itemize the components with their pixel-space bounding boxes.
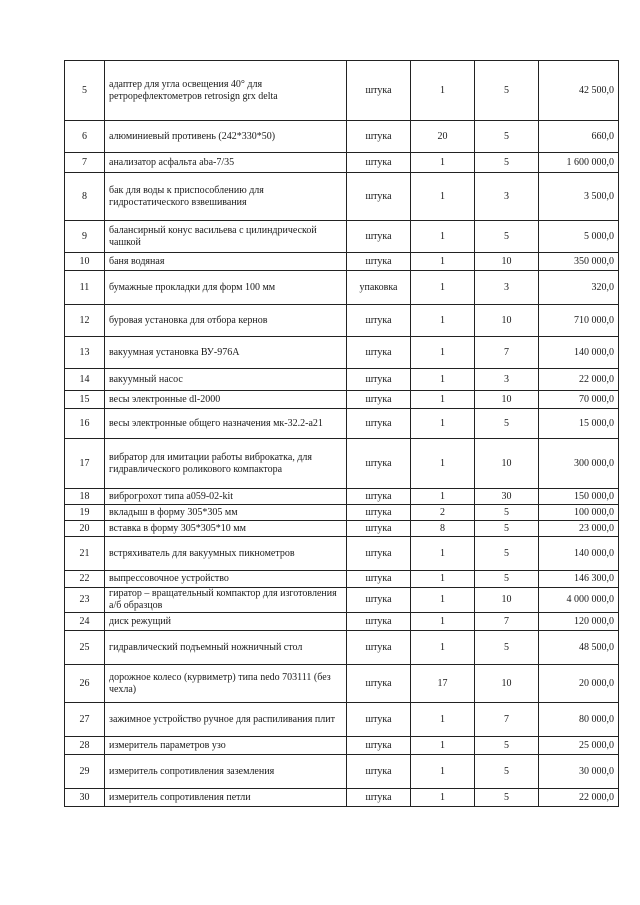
item-quantity: 1: [411, 789, 475, 807]
item-unit: штука: [347, 391, 411, 409]
item-service-life: 10: [475, 305, 539, 337]
item-name: буровая установка для отбора кернов: [105, 305, 347, 337]
item-quantity: 1: [411, 409, 475, 439]
item-unit: штука: [347, 588, 411, 613]
item-quantity: 8: [411, 521, 475, 537]
item-name: выпрессовочное устройство: [105, 571, 347, 588]
row-number: 12: [65, 305, 105, 337]
table-row: [65, 537, 619, 571]
item-name: вакуумная установка ВУ-976А: [105, 337, 347, 369]
equipment-table-body: [65, 61, 619, 807]
item-unit: штука: [347, 737, 411, 755]
item-name: вкладыш в форму 305*305 мм: [105, 505, 347, 521]
item-unit: штука: [347, 537, 411, 571]
row-number: 28: [65, 737, 105, 755]
item-quantity: 1: [411, 755, 475, 789]
item-name: виброгрохот типа а059-02-kit: [105, 489, 347, 505]
item-unit: штука: [347, 153, 411, 173]
item-service-life: 30: [475, 489, 539, 505]
table-row: [65, 631, 619, 665]
item-service-life: 7: [475, 613, 539, 631]
item-service-life: 5: [475, 737, 539, 755]
item-name: гидравлический подъемный ножничный стол: [105, 631, 347, 665]
item-quantity: 1: [411, 253, 475, 271]
table-row: [65, 521, 619, 537]
item-price: 350 000,0: [539, 253, 619, 271]
item-name: гиратор – вращательный компактор для изготовления а/б образцов: [105, 588, 347, 613]
table-row: [65, 737, 619, 755]
row-number: 20: [65, 521, 105, 537]
item-name: измеритель сопротивления петли: [105, 789, 347, 807]
item-name: вибратор для имитации работы виброкатка, для гидравлического роликового компактора: [105, 439, 347, 489]
item-unit: штука: [347, 489, 411, 505]
item-service-life: 3: [475, 271, 539, 305]
table-row: [65, 61, 619, 121]
item-name: вставка в форму 305*305*10 мм: [105, 521, 347, 537]
item-service-life: 5: [475, 121, 539, 153]
item-name: диск режущий: [105, 613, 347, 631]
item-service-life: 10: [475, 588, 539, 613]
item-name: бак для воды к приспособлению для гидростатического взвешивания: [105, 173, 347, 221]
item-quantity: 1: [411, 631, 475, 665]
item-name: адаптер для угла освещения 40° для ретрорефлектометров retrosign grx delta: [105, 61, 347, 121]
item-quantity: 1: [411, 337, 475, 369]
row-number: 5: [65, 61, 105, 121]
item-name: встряхиватель для вакуумных пикнометров: [105, 537, 347, 571]
row-number: 9: [65, 221, 105, 253]
item-quantity: 1: [411, 489, 475, 505]
row-number: 7: [65, 153, 105, 173]
item-name: балансирный конус васильева с цилиндрической чашкой: [105, 221, 347, 253]
row-number: 13: [65, 337, 105, 369]
item-quantity: 1: [411, 271, 475, 305]
table-row: [65, 221, 619, 253]
table-row: [65, 271, 619, 305]
table-row: [65, 571, 619, 588]
item-price: 320,0: [539, 271, 619, 305]
item-service-life: 10: [475, 391, 539, 409]
table-row: [65, 665, 619, 703]
row-number: 22: [65, 571, 105, 588]
item-service-life: 3: [475, 369, 539, 391]
item-unit: штука: [347, 221, 411, 253]
table-row: [65, 121, 619, 153]
row-number: 30: [65, 789, 105, 807]
item-price: 42 500,0: [539, 61, 619, 121]
item-name: баня водяная: [105, 253, 347, 271]
item-service-life: 5: [475, 153, 539, 173]
item-service-life: 5: [475, 521, 539, 537]
item-price: 150 000,0: [539, 489, 619, 505]
table-row: [65, 505, 619, 521]
item-price: 22 000,0: [539, 369, 619, 391]
row-number: 6: [65, 121, 105, 153]
item-unit: штука: [347, 755, 411, 789]
item-price: 120 000,0: [539, 613, 619, 631]
item-unit: штука: [347, 665, 411, 703]
item-quantity: 1: [411, 221, 475, 253]
item-quantity: 1: [411, 305, 475, 337]
item-price: 4 000 000,0: [539, 588, 619, 613]
row-number: 27: [65, 703, 105, 737]
item-price: 1 600 000,0: [539, 153, 619, 173]
row-number: 17: [65, 439, 105, 489]
item-price: 100 000,0: [539, 505, 619, 521]
item-name: зажимное устройство ручное для распиливания плит: [105, 703, 347, 737]
item-quantity: 1: [411, 737, 475, 755]
item-price: 5 000,0: [539, 221, 619, 253]
table-row: [65, 755, 619, 789]
item-price: 660,0: [539, 121, 619, 153]
item-unit: штука: [347, 409, 411, 439]
item-name: анализатор асфальта aba-7/35: [105, 153, 347, 173]
item-price: 710 000,0: [539, 305, 619, 337]
item-service-life: 10: [475, 439, 539, 489]
table-row: [65, 489, 619, 505]
table-row: [65, 253, 619, 271]
item-quantity: 20: [411, 121, 475, 153]
item-service-life: 7: [475, 337, 539, 369]
item-unit: штука: [347, 121, 411, 153]
item-quantity: 1: [411, 537, 475, 571]
item-unit: штука: [347, 505, 411, 521]
item-price: 15 000,0: [539, 409, 619, 439]
item-service-life: 5: [475, 631, 539, 665]
item-name: алюминиевый противень (242*330*50): [105, 121, 347, 153]
table-row: [65, 789, 619, 807]
table-row: [65, 613, 619, 631]
item-service-life: 5: [475, 221, 539, 253]
item-quantity: 17: [411, 665, 475, 703]
item-service-life: 5: [475, 505, 539, 521]
row-number: 21: [65, 537, 105, 571]
item-price: 25 000,0: [539, 737, 619, 755]
row-number: 24: [65, 613, 105, 631]
item-price: 80 000,0: [539, 703, 619, 737]
item-unit: штука: [347, 173, 411, 221]
row-number: 26: [65, 665, 105, 703]
item-price: 140 000,0: [539, 337, 619, 369]
table-row: [65, 409, 619, 439]
table-row: [65, 173, 619, 221]
item-unit: штука: [347, 613, 411, 631]
item-price: 140 000,0: [539, 537, 619, 571]
row-number: 25: [65, 631, 105, 665]
item-unit: штука: [347, 521, 411, 537]
item-name: весы электронные dl-2000: [105, 391, 347, 409]
row-number: 14: [65, 369, 105, 391]
item-unit: упаковка: [347, 271, 411, 305]
item-service-life: 5: [475, 409, 539, 439]
item-price: 22 000,0: [539, 789, 619, 807]
item-service-life: 10: [475, 253, 539, 271]
item-quantity: 1: [411, 571, 475, 588]
item-unit: штука: [347, 61, 411, 121]
table-row: [65, 337, 619, 369]
table-row: [65, 439, 619, 489]
item-unit: штука: [347, 305, 411, 337]
item-quantity: 1: [411, 439, 475, 489]
item-quantity: 1: [411, 391, 475, 409]
item-quantity: 1: [411, 369, 475, 391]
item-name: измеритель параметров узо: [105, 737, 347, 755]
item-unit: штука: [347, 337, 411, 369]
table-row: [65, 391, 619, 409]
item-quantity: 1: [411, 703, 475, 737]
item-price: 20 000,0: [539, 665, 619, 703]
item-unit: штука: [347, 571, 411, 588]
item-name: весы электронные общего назначения мк-32.2-а21: [105, 409, 347, 439]
item-name: измеритель сопротивления заземления: [105, 755, 347, 789]
item-service-life: 5: [475, 571, 539, 588]
item-service-life: 5: [475, 755, 539, 789]
table-row: [65, 369, 619, 391]
item-name: бумажные прокладки для форм 100 мм: [105, 271, 347, 305]
item-unit: штука: [347, 631, 411, 665]
item-service-life: 10: [475, 665, 539, 703]
item-quantity: 1: [411, 61, 475, 121]
table-row: [65, 703, 619, 737]
row-number: 16: [65, 409, 105, 439]
item-price: 48 500,0: [539, 631, 619, 665]
item-name: вакуумный насос: [105, 369, 347, 391]
table-row: [65, 305, 619, 337]
item-quantity: 1: [411, 588, 475, 613]
item-quantity: 1: [411, 173, 475, 221]
row-number: 29: [65, 755, 105, 789]
item-unit: штука: [347, 439, 411, 489]
row-number: 8: [65, 173, 105, 221]
item-service-life: 5: [475, 61, 539, 121]
item-service-life: 3: [475, 173, 539, 221]
row-number: 19: [65, 505, 105, 521]
equipment-table: [64, 60, 619, 807]
item-service-life: 5: [475, 537, 539, 571]
item-service-life: 5: [475, 789, 539, 807]
table-row: [65, 588, 619, 613]
item-price: 146 300,0: [539, 571, 619, 588]
item-unit: штука: [347, 369, 411, 391]
item-unit: штука: [347, 703, 411, 737]
row-number: 18: [65, 489, 105, 505]
item-price: 70 000,0: [539, 391, 619, 409]
row-number: 23: [65, 588, 105, 613]
item-price: 23 000,0: [539, 521, 619, 537]
item-quantity: 1: [411, 153, 475, 173]
item-unit: штука: [347, 789, 411, 807]
item-price: 3 500,0: [539, 173, 619, 221]
item-quantity: 2: [411, 505, 475, 521]
item-quantity: 1: [411, 613, 475, 631]
item-service-life: 7: [475, 703, 539, 737]
table-row: [65, 153, 619, 173]
item-price: 300 000,0: [539, 439, 619, 489]
row-number: 11: [65, 271, 105, 305]
item-price: 30 000,0: [539, 755, 619, 789]
item-name: дорожное колесо (курвиметр) типа nedo 703111 (без чехла): [105, 665, 347, 703]
row-number: 10: [65, 253, 105, 271]
item-unit: штука: [347, 253, 411, 271]
row-number: 15: [65, 391, 105, 409]
